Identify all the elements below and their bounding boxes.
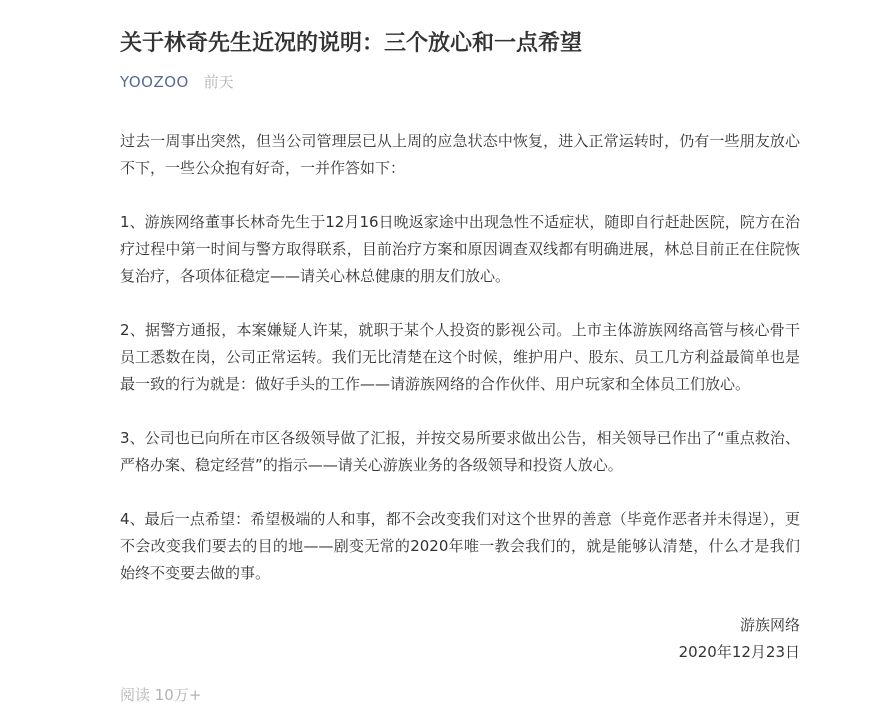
item-paragraph-1: 1、游族网络董事长林奇先生于12月16日晚返家途中出现急性不适症状，随即自行赶赴医院，院方在治疗过程中第一时间与警方取得联系，目前治疗方案和原因调查双线都有明确进展，林总目前正在住院恢复治疗，各项体征稳定——请关心林总健康的朋友们放心。 xyxy=(120,213,800,285)
article-meta xyxy=(120,71,234,93)
account-name-link[interactable]: YOOZOO xyxy=(120,73,189,91)
read-count: 阅读 10万+ xyxy=(120,686,202,704)
signature-block xyxy=(679,612,800,666)
item-paragraph-2: 2、据警方通报，本案嫌疑人许某，就职于某个人投资的影视公司。上市主体游族网络高管与核心骨干员工悉数在岗，公司正常运转。我们无比清楚在这个时候，维护用户、股东、员工几方利益最简单也是最一致的行为就是：做好手头的工作——请游族网络的合作伙伴、用户玩家和全体员工们放心。 xyxy=(120,321,800,393)
article-body xyxy=(120,128,800,614)
item-paragraph-3: 3、公司也已向所在市区各级领导做了汇报，并按交易所要求做出公告，相关领导已作出了“重点救治、严格办案、稳定经营”的指示——请关心游族业务的各级领导和投资人放心。 xyxy=(120,429,800,474)
publish-time: 前天 xyxy=(203,73,234,91)
intro-paragraph: 过去一周事出突然，但当公司管理层已从上周的应急状态中恢复，进入正常运转时，仍有一些朋友放心不下，一些公众抱有好奇，一并作答如下： xyxy=(120,132,800,177)
article-title: 关于林奇先生近况的说明：三个放心和一点希望 xyxy=(120,31,583,56)
item-paragraph-4: 4、最后一点希望：希望极端的人和事，都不会改变我们对这个世界的善意（毕竟作恶者并未得逞），更不会改变我们要去的目的地——剧变无常的2020年唯一教会我们的，就是能够认清楚，什么才是我们始终不变要去做的事。 xyxy=(120,510,800,582)
signature-name: 游族网络 xyxy=(739,616,800,634)
signature-date: 2020年12月23日 xyxy=(678,643,800,661)
